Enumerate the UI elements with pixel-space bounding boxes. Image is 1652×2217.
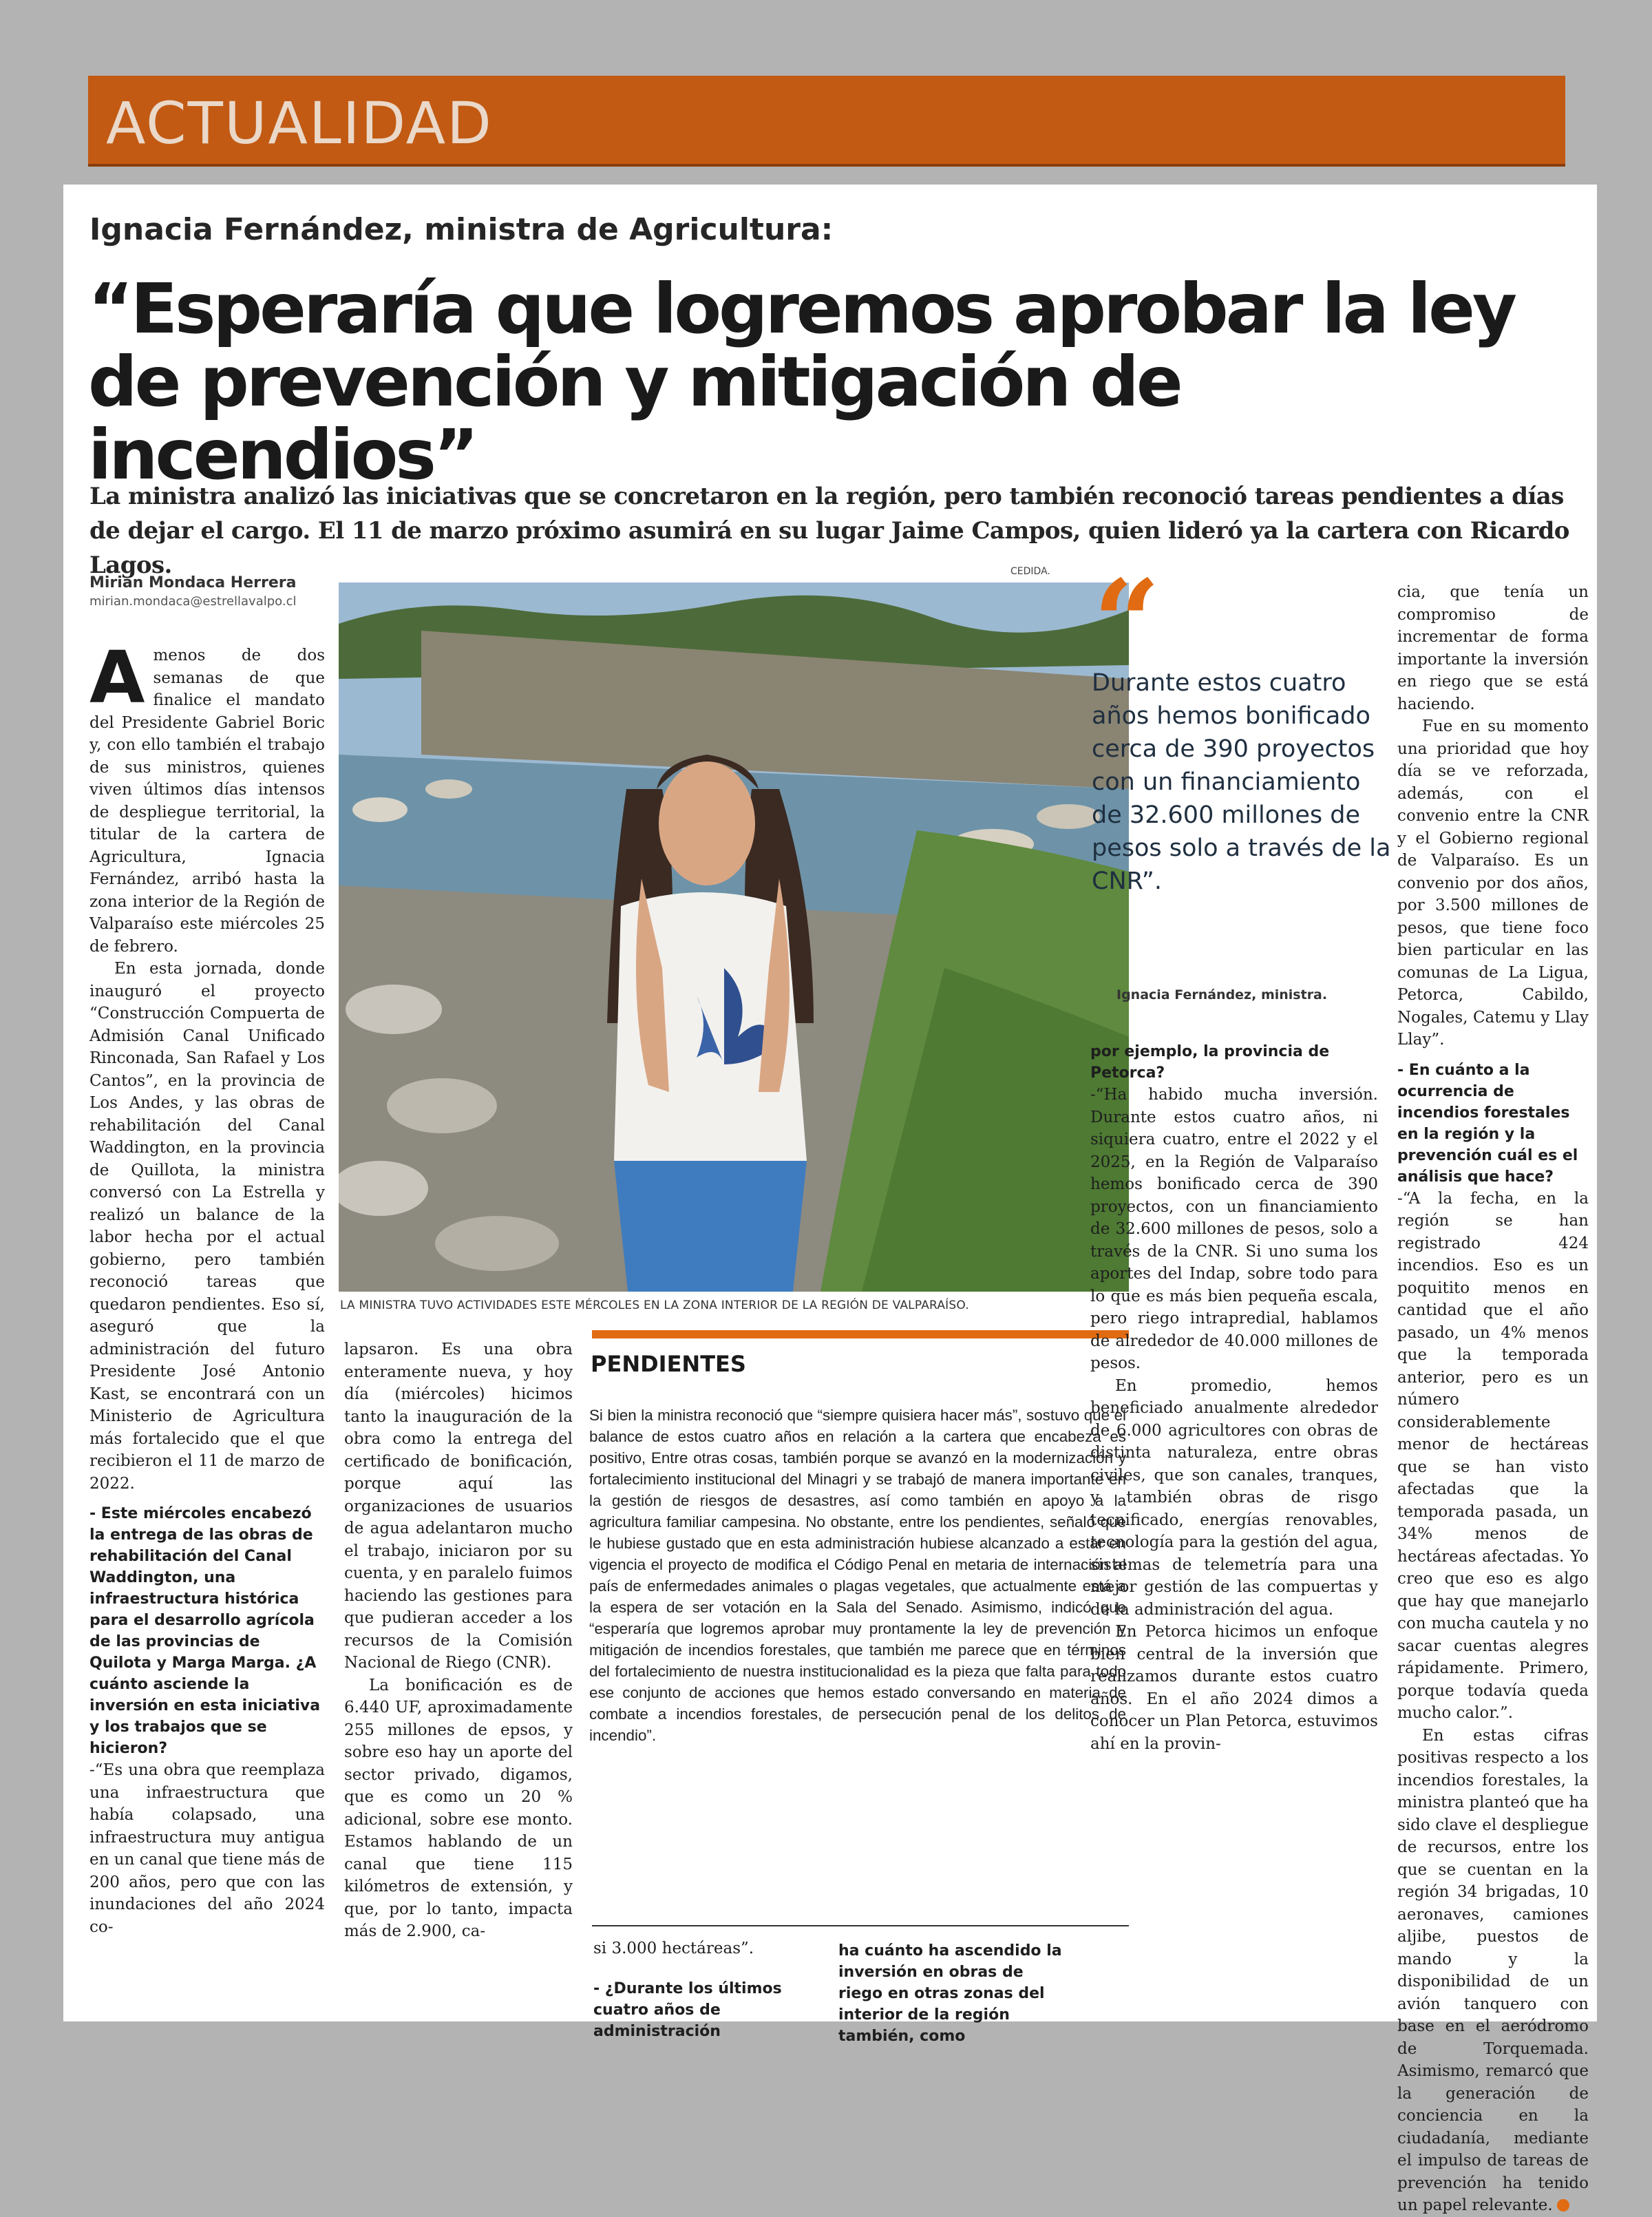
- paragraph: En Petorca hicimos un enfoque bien central de la inversión que realizamos durante estos cuatro años. En el año 2024 dimos a conocer un Plan Petorca, estuvimos ahí en la provin-: [1090, 1623, 1378, 1753]
- drop-cap: A: [89, 635, 145, 719]
- section-label: ACTUALIDAD: [106, 90, 493, 157]
- pull-quote: Durante estos cuatro años hemos bonificado cerca de 390 proyectos con un financiamiento de 32.600 millones de pesos solo a través de la CNR”.: [1092, 669, 1391, 895]
- paragraph: En esta jornada, donde inauguró el proyecto “Construcción Compuerta de Admisión Canal Unificado Rinconada, San Rafael y Los Cantos”, en la provincia de Los Andes, y las obras de rehabilitación del Canal Waddington, en la provincia de Quillota, la ministra conversó con La Estrella y realizó un balance de la labor hecha por el actual gobierno, pero también reconoció tareas que quedaron pendientes. Eso sí, aseguró que la administración del futuro Presidente José Antonio Kast, se encontrará con un Ministerio de Agricultura más fortalecido que el que recibieron el 11 de marzo de 2022.: [89, 960, 325, 1493]
- box-text: Si bien la ministra reconoció que “siempre quisiera hacer más”, sostuvo que el balance de estos cuatro años en relación a la cartera que encabeza es positivo, Entre otras cosas, también porque se avanzó en la modernización y fortalecimiento institucional del Minagri y se trabajó de manera importante en la gestión de riesgos de desastres, así como también en apoyo a la agricultura familiar campesina. No obstante, entre los pendientes, señaló que le hubiese gustado que en esta administración hubiese alcanzado a estar en vigencia el proyecto de modifica el Código Penal en metaria de internación al país de enfermedades animales o plagas vegetales, que actualmente está a la espera de ser votación en la Sala del Senado. Asimismo, indicó que “esperaría que logremos aprobar muy prontamente la ley de prevención y mitigación de incendios forestales, que también me parece que en términos del fortalecimiento de nuestra institucionalidad es la pieza que falta para todo ese conjunto de acciones que hemos estado conversando en materia de combate a incendios forestales, de persecución penal de los delitos de incendio”.: [589, 1407, 1126, 1744]
- author-name: Mirian Mondaca Herrera: [89, 574, 297, 591]
- paragraph: cia, que tenía un compromiso de incrementar de forma importante la inversión en riego que se está haciendo.: [1397, 583, 1589, 713]
- paragraph: si 3.000 hectáreas”.: [593, 1940, 754, 1957]
- paragraph: En promedio, hemos beneficiado anualmente alrededor de 6.000 agricultores con obras de distinta naturaleza, entre obras civiles, que son canales, tranques, y también obras de risgo tecnificado, energías renovables, tecnología para la gestión del agua, sistemas de telemetría para una mejor gestión de las compuertas y de la administración del agua.: [1090, 1376, 1378, 1619]
- interview-question: - En cuánto a la ocurrencia de incendios forestales en la región y la prevención cuál es el análisis que hace?: [1397, 1061, 1578, 1186]
- column-6: [1397, 187, 1589, 2217]
- box-title: PENDIENTES: [591, 1351, 746, 1377]
- interview-question: - Este miércoles encabezó la entrega de las obras de rehabilitación del Canal Waddington, una infraestructura histórica para el desarrollo agrícola de las provincias de Quilota y Marga Marga. ¿A cuánto asciende la inversión en esta iniciativa y los trabajos que se hicieron?: [89, 1505, 321, 1757]
- column-3: [593, 1937, 827, 2042]
- photo-credit: CEDIDA.: [1010, 566, 1050, 577]
- column-2: [344, 1338, 573, 1943]
- paragraph: lapsaron. Es una obra enteramente nueva, y hoy día (miércoles) hicimos tanto la inauguración de la obra como la entrega del certificado de bonificación, porque aquí las organizaciones de usuarios de agua adelantaron mucho el trabajo, iniciaron por su cuenta, y en paralelo fuimos haciendo las gestiones para que pudieran acceder a los recursos de la Comisión Nacional de Riego (CNR).: [344, 1341, 573, 1672]
- paragraph: La bonificación es de 6.440 UF, aproximadamente 255 millones de epsos, y sobre eso hay un aporte del sector privado, digamos, que es como un 20 % adicional, sobre ese monto. Estamos hablando de un canal que tiene 115 kilómetros de extensión, y que, por lo tanto, impacta más de 2.900, ca-: [344, 1676, 573, 1940]
- interview-question: - ¿Durante los últimos cuatro años de administración: [593, 1979, 782, 2040]
- paragraph: Fue en su momento una prioridad que hoy día se ve reforzada, además, con el convenio entre la CNR y el Gobierno regional de Valparaíso. Es un convenio por dos años, por 3.500 millones de pesos, que tiene foco bien particular en las comunas de La Ligua, Petorca, Cabildo, Nogales, Catemu y Llay Llay”.: [1397, 717, 1589, 1049]
- column-4: [838, 1940, 1064, 2047]
- quote-mark-icon: “: [1093, 554, 1161, 692]
- photo-caption: LA MINISTRA TUVO ACTIVIDADES ESTE MÉRCOLES EN LA ZONA INTERIOR DE LA REGIÓN DE VALPARAÍSO.: [340, 1299, 969, 1312]
- box-accent-bar: [592, 1330, 1129, 1338]
- article-kicker: Ignacia Fernández, ministra de Agricultura:: [89, 212, 834, 247]
- byline: [89, 574, 337, 609]
- column-5: [1090, 1041, 1378, 1755]
- article-headline: “Esperaría que logremos aprobar la ley de prevención y mitigación de incendios”: [88, 269, 1515, 495]
- paragraph: -“Es una obra que reemplaza una infraestructura que había colapsado, una infraestructura muy antigua en un canal que tiene más de 200 años, pero que con las inundaciones del año 2024 co-: [89, 1761, 325, 1936]
- interview-question: por ejemplo, la provincia de Petorca?: [1090, 1043, 1330, 1082]
- column-1: [89, 635, 325, 1938]
- photo-illustration: [339, 582, 1129, 1292]
- article-subhead: La ministra analizó las iniciativas que se concretaron en la región, pero también reconoció tareas pendientes a días de dejar el cargo. El 11 de marzo próximo asumirá en su lugar Jaime Campos, quien lideró ya la cartera con Ricardo Lagos.: [89, 483, 1569, 579]
- author-email[interactable]: mirian.mondaca@estrellavalpo.cl: [89, 594, 297, 609]
- paragraph: -“A la fecha, en la región se han registrado 424 incendios. Eso es un poquitito menos en cantidad que el año pasado, un 4% menos que la temporada anterior, pero es un número considerablemente menor de hectáreas que se han visto afectadas que la temporada pasada, un 34% menos de hectáreas afectadas. Yo creo que eso es algo que hay que manejarlo con mucha cautela y no sacar cuentas alegres rápidamente. Primero, porque todavía queda mucho calor.”.: [1397, 1189, 1589, 1722]
- article-page: [63, 185, 1597, 2214]
- box-divider: [592, 1925, 1129, 1926]
- pull-quote-attribution: Ignacia Fernández, ministra.: [1116, 987, 1328, 1002]
- end-mark-icon: [1557, 2199, 1569, 2211]
- paragraph: En estas cifras positivas respecto a los incendios forestales, la ministra planteó que ha sido clave el despliegue de recursos, entre los que se cuentan en la región 34 brigadas, 10 aeronaves, camiones aljibe, puestos de mando y la disponibilidad de un avión tanquero con base en el aeródromo de Torquemada. Asimismo, remarcó que la generación de conciencia en la ciudadanía, mediante el impulso de tareas de prevención ha tenido un papel relevante.: [1397, 1726, 1589, 2214]
- section-banner: [88, 76, 1565, 167]
- paragraph: -“Ha habido mucha inversión. Durante estos cuatro años, ni siquiera cuatro, entre el 2022 y el 2025, en la Región de Valparaíso hemos bonificado cerca de 390 proyectos, con un financiamiento de 32.600 millones de pesos, solo a través de la CNR. Si uno suma los aportes del Indap, sobre todo para lo que es más bien pequeña escala, pero riego intrapredial, hablamos de alrededor de 40.000 millones de pesos.: [1090, 1086, 1378, 1372]
- paragraph: menos de dos semanas de que finalice el mandato del Presidente Gabriel Boric y, con ello también el trabajo de sus ministros, quienes viven últimos días intensos de despliegue territorial, la titular de la cartera de Agricultura, Ignacia Fernández, arribó hasta la zona interior de la Región de Valparaíso este miércoles 25 de febrero.: [89, 647, 325, 956]
- article-photo: [339, 582, 1129, 1292]
- interview-question: ha cuánto ha ascendido la inversión en obras de riego en otras zonas del interior de la región también, como: [838, 1942, 1062, 2045]
